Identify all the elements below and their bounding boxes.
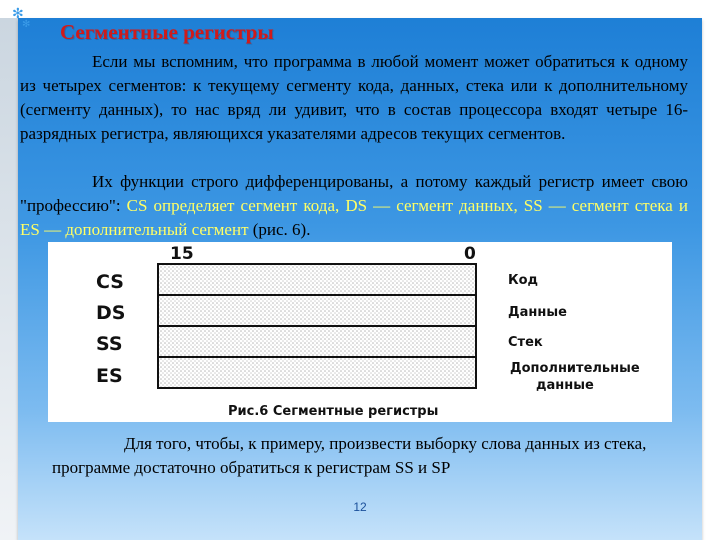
figure-caption: Рис.6 Сегментные регистры (228, 404, 439, 419)
snowflake-icon: ✻ (22, 19, 31, 30)
register-name-ds: DS (96, 302, 126, 324)
register-desc-ds: Данные (508, 305, 567, 320)
register-box-cs (158, 264, 476, 295)
register-box-es (158, 357, 476, 388)
paragraph-example: Для того, чтобы, к примеру, произвести выборку слова данных из стека, программе достаточно обратиться к регистрам SS и SP (52, 434, 647, 477)
register-row-ss (96, 326, 543, 357)
page-number: 12 (353, 500, 367, 514)
register-desc-cs: Код (508, 273, 539, 288)
paragraph-functions-start: Их функции строго дифференцированы, а потому каждый регистр имеет свою "профессию": (20, 172, 688, 215)
register-desc-ss: Стек (508, 335, 543, 350)
register-box-ss (158, 326, 476, 357)
bit-label-high: 15 (170, 244, 194, 264)
paragraph-functions-end: (рис. 6). (248, 220, 311, 239)
highlighted-registers-text: CS определяет сегмент кода, DS — сегмент данных, SS — сегмент стека и ES — дополнительный сегмент (20, 196, 688, 239)
register-row-ds (96, 295, 567, 326)
slide-title: Сегментные регистры (60, 20, 274, 44)
bit-label-low: 0 (464, 244, 476, 264)
paragraph-functions (20, 170, 688, 242)
register-name-es: ES (96, 365, 123, 387)
segment-registers-diagram (48, 242, 672, 422)
register-box-ds (158, 295, 476, 326)
register-row-es (96, 357, 640, 393)
segment-registers-figure (48, 242, 672, 422)
left-accent-bar (0, 18, 18, 540)
register-name-ss: SS (96, 333, 123, 355)
paragraph-intro: Если мы вспомним, что программа в любой момент может обратиться к одному из четырех сегментов: к текущему сегменту кода, данных, стека или к дополнительному (сегменту данных), то нас вряд ли удивит, что в состав процессора входят четыре 16-разрядных регистра, являющихся указателями адресов текущих сегментов. (20, 52, 688, 143)
register-name-cs: CS (96, 271, 124, 293)
snowflake-icon: ✻ (12, 7, 24, 22)
register-desc-es-line1: Дополнительные (510, 361, 640, 376)
register-row-cs (96, 264, 538, 295)
register-desc-es-line2: данные (536, 378, 594, 393)
